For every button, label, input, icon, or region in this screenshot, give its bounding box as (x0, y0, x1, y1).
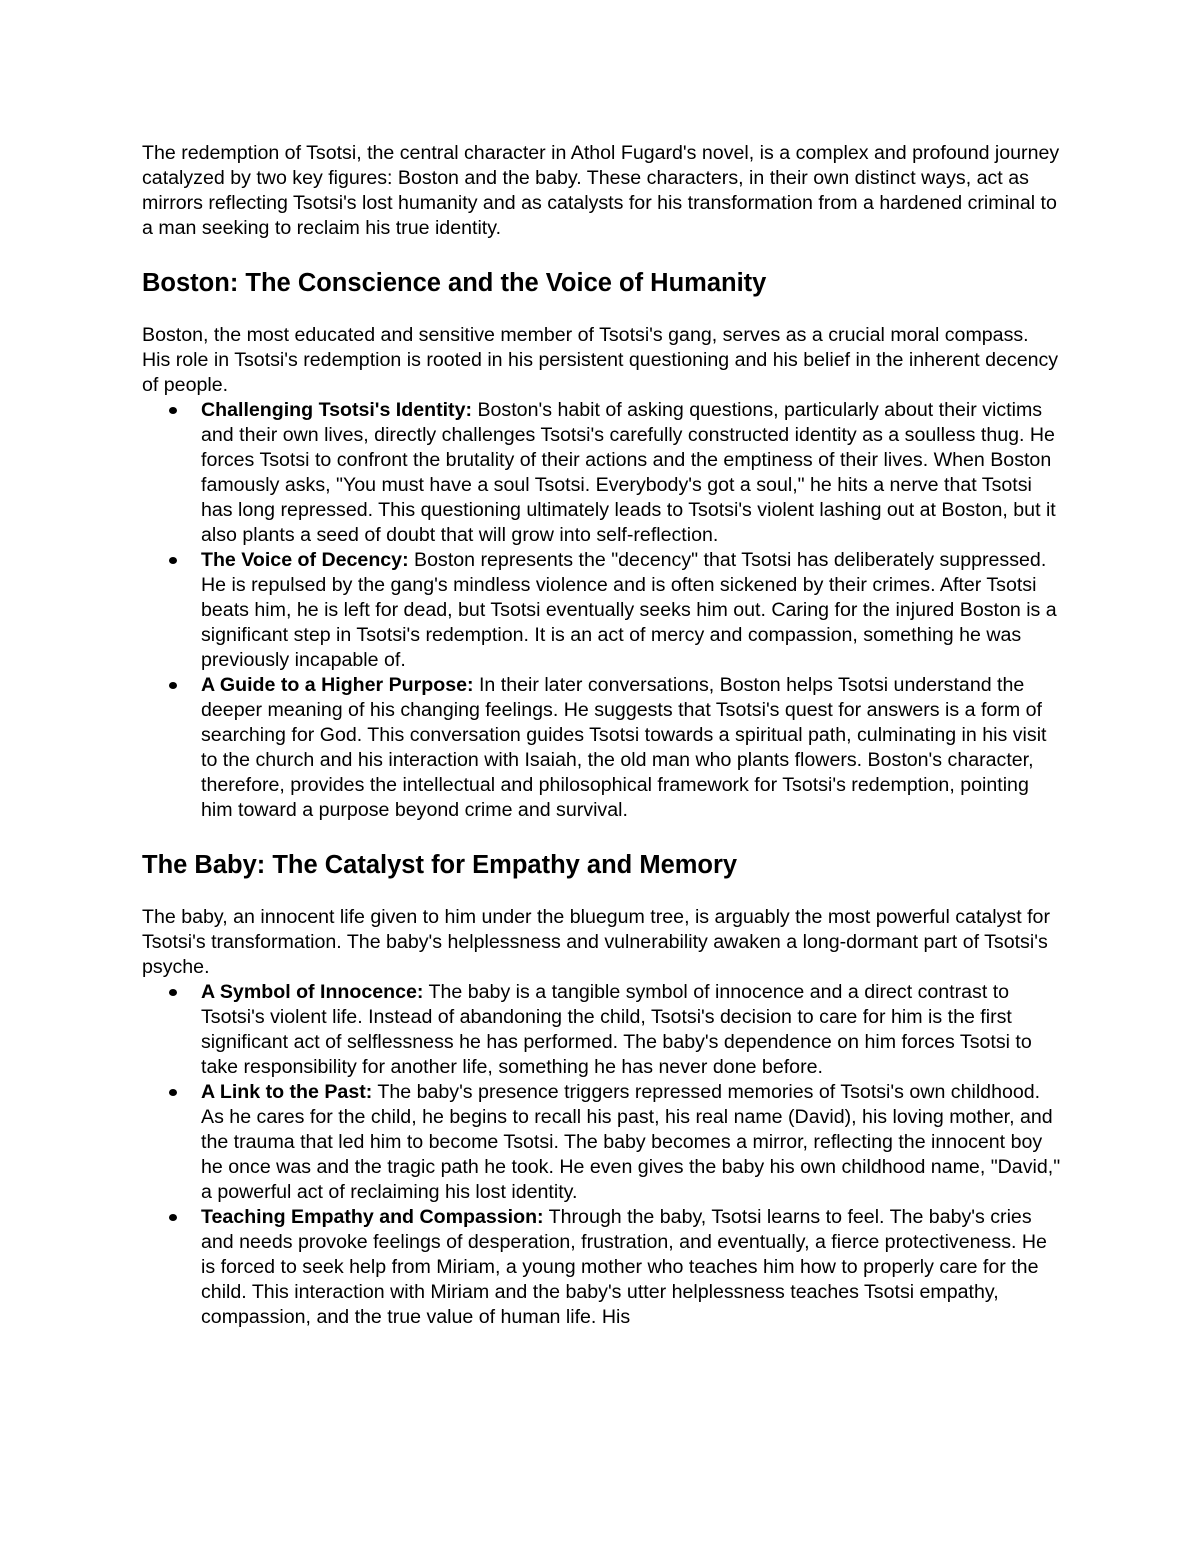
bullet-text: Boston's habit of asking questions, particularly about their victims and their own lives, directly challenges Tsotsi's carefully constructed identity as a soulless thug. He forces Tsotsi to confront the brutality of their actions and the emptiness of their lives. When Boston famously asks, "You must have a soul Tsotsi. Everybody's got a soul," he hits a nerve that Tsotsi has long repressed. This questioning ultimately leads to Tsotsi's violent lashing out at Boston, but it also plants a seed of doubt that will grow into self-reflection. (201, 399, 1056, 546)
bullet-icon (169, 407, 177, 414)
baby-intro-paragraph: The baby, an innocent life given to him under the bluegum tree, is arguably the most powerful catalyst for Tsotsi's transformation. The baby's helplessness and vulnerability awaken a long-dormant part of Tsotsi's psyche. (142, 906, 1050, 978)
bullet-title: A Symbol of Innocence: (201, 981, 424, 1003)
list-item (142, 980, 1062, 1080)
boston-section-heading: Boston: The Conscience and the Voice of Humanity (142, 269, 767, 297)
list-item (142, 548, 1062, 673)
baby-section-heading: The Baby: The Catalyst for Empathy and Memory (142, 851, 738, 879)
bullet-icon (169, 1214, 177, 1221)
bullet-title: Challenging Tsotsi's Identity: (201, 399, 473, 421)
boston-intro-paragraph: Boston, the most educated and sensitive member of Tsotsi's gang, serves as a crucial moral compass. His role in Tsotsi's redemption is rooted in his persistent questioning and his belief in the inherent decency of people. (142, 324, 1059, 396)
bullet-icon (169, 682, 177, 689)
bullet-icon (169, 557, 177, 564)
bullet-title: A Link to the Past: (201, 1081, 373, 1103)
bullet-icon (169, 989, 177, 996)
bullet-icon (169, 1089, 177, 1096)
bullet-title: A Guide to a Higher Purpose: (201, 674, 474, 696)
baby-bullet-list (142, 980, 1062, 1330)
document-page (142, 141, 1062, 1330)
bullet-title: The Voice of Decency: (201, 549, 409, 571)
intro-paragraph: The redemption of Tsotsi, the central character in Athol Fugard's novel, is a complex and profound journey catalyzed by two key figures: Boston and the baby. These characters, in their own distinct ways, act as mirrors reflecting Tsotsi's lost humanity and as catalysts for his transformation from a hardened criminal to a man seeking to reclaim his true identity. (142, 142, 1060, 239)
bullet-text: The baby's presence triggers repressed memories of Tsotsi's own childhood. As he cares for the child, he begins to recall his past, his real name (David), his loving mother, and the trauma that led him to become Tsotsi. The baby becomes a mirror, reflecting the innocent boy he once was and the tragic path he took. He even gives the baby his own childhood name, "David," a powerful act of reclaiming his lost identity. (201, 1081, 1061, 1203)
bullet-title: Teaching Empathy and Compassion: (201, 1206, 544, 1228)
list-item (142, 1080, 1062, 1205)
boston-bullet-list (142, 398, 1062, 823)
bullet-text: In their later conversations, Boston helps Tsotsi understand the deeper meaning of his changing feelings. He suggests that Tsotsi's quest for answers is a form of searching for God. This conversation guides Tsotsi towards a spiritual path, culminating in his visit to the church and his interaction with Isaiah, the old man who plants flowers. Boston's character, therefore, provides the intellectual and philosophical framework for Tsotsi's redemption, pointing him toward a purpose beyond crime and survival. (201, 674, 1047, 821)
list-item (142, 673, 1062, 823)
bullet-text: The baby is a tangible symbol of innocence and a direct contrast to Tsotsi's violent life. Instead of abandoning the child, Tsotsi's decision to care for him is the first significant act of selflessness he has performed. The baby's dependence on him forces Tsotsi to take responsibility for another life, something he has never done before. (201, 981, 1032, 1078)
bullet-text: Boston represents the "decency" that Tsotsi has deliberately suppressed. He is repulsed by the gang's mindless violence and is often sickened by their crimes. After Tsotsi beats him, he is left for dead, but Tsotsi eventually seeks him out. Caring for the injured Boston is a significant step in Tsotsi's redemption. It is an act of mercy and compassion, something he was previously incapable of. (201, 549, 1057, 671)
list-item (142, 398, 1062, 548)
list-item (142, 1205, 1062, 1330)
bullet-text: Through the baby, Tsotsi learns to feel. The baby's cries and needs provoke feelings of desperation, frustration, and eventually, a fierce protectiveness. He is forced to seek help from Miriam, a young mother who teaches him how to properly care for the child. This interaction with Miriam and the baby's utter helplessness teaches Tsotsi empathy, compassion, and the true value of human life. His (201, 1206, 1047, 1328)
